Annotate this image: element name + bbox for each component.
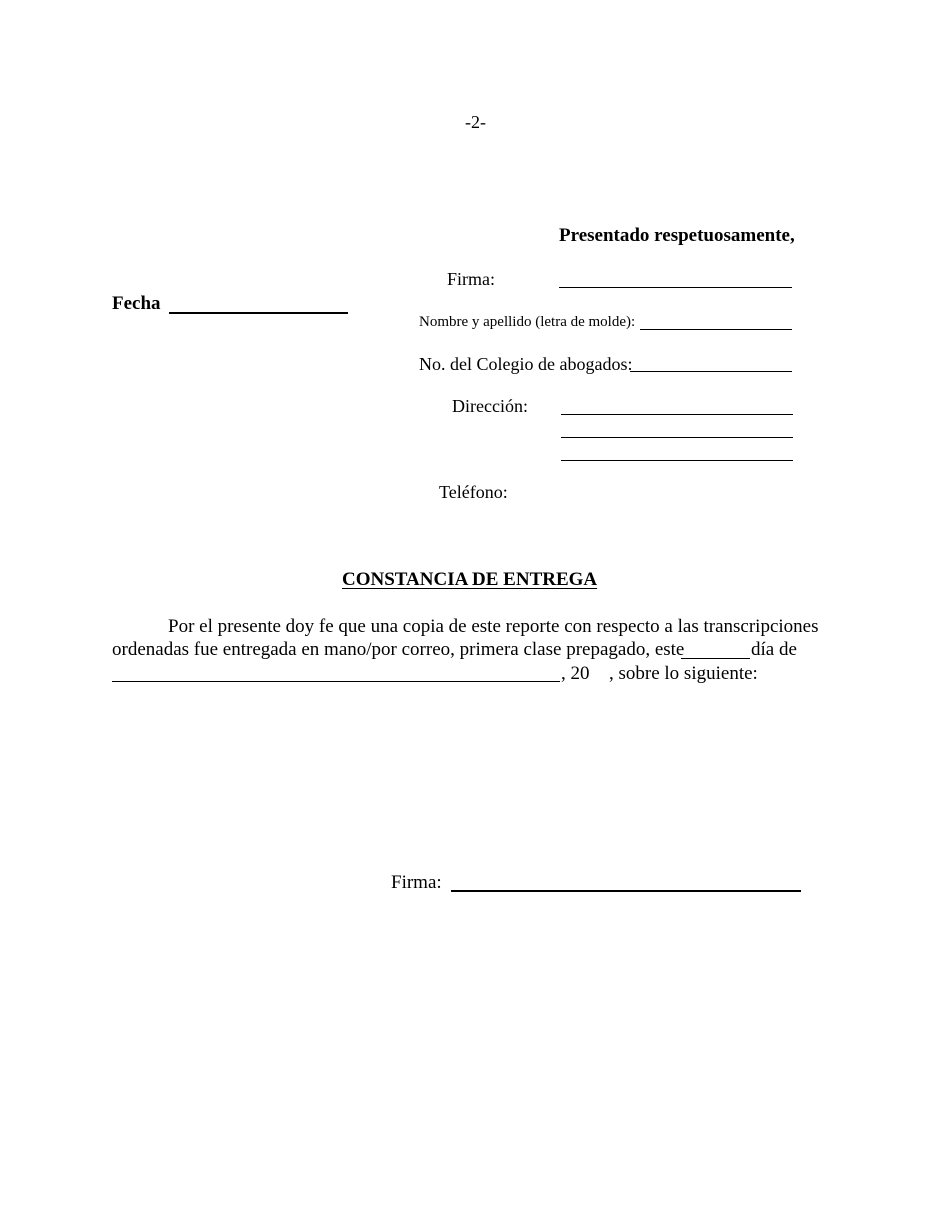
constancia-line-3-end: , sobre lo siguiente:	[609, 663, 758, 684]
direccion-line-3[interactable]	[561, 460, 793, 461]
telefono-label: Teléfono:	[439, 482, 508, 502]
fecha-line[interactable]	[169, 312, 348, 314]
closing-salutation: Presentado respetuosamente,	[559, 225, 795, 246]
direccion-label: Dirección:	[452, 396, 528, 416]
final-firma-label: Firma:	[391, 872, 442, 893]
day-blank-line[interactable]	[681, 658, 750, 659]
constancia-line-1: Por el presente doy fe que una copia de este reporte con respecto a las transcripciones	[168, 616, 819, 637]
constancia-title: CONSTANCIA DE ENTREGA	[342, 569, 598, 590]
nombre-label: Nombre y apellido (letra de molde):	[419, 314, 636, 330]
constancia-line-2-end: día de	[751, 639, 797, 660]
colegio-label: No. del Colegio de abogados:	[419, 354, 633, 374]
firma-label: Firma:	[447, 269, 495, 289]
constancia-line-2-start: ordenadas fue entregada en mano/por correo, primera clase prepagado, este	[112, 639, 685, 660]
colegio-line[interactable]	[630, 371, 792, 372]
fecha-label: Fecha	[112, 293, 161, 314]
firma-line[interactable]	[559, 287, 792, 288]
month-blank-line[interactable]	[112, 681, 560, 682]
direccion-line-2[interactable]	[561, 437, 793, 438]
constancia-year-text: , 20	[561, 663, 590, 684]
page-number: -2-	[465, 112, 486, 132]
direccion-line-1[interactable]	[561, 414, 793, 415]
nombre-line[interactable]	[640, 329, 792, 330]
final-firma-line[interactable]	[451, 890, 801, 892]
